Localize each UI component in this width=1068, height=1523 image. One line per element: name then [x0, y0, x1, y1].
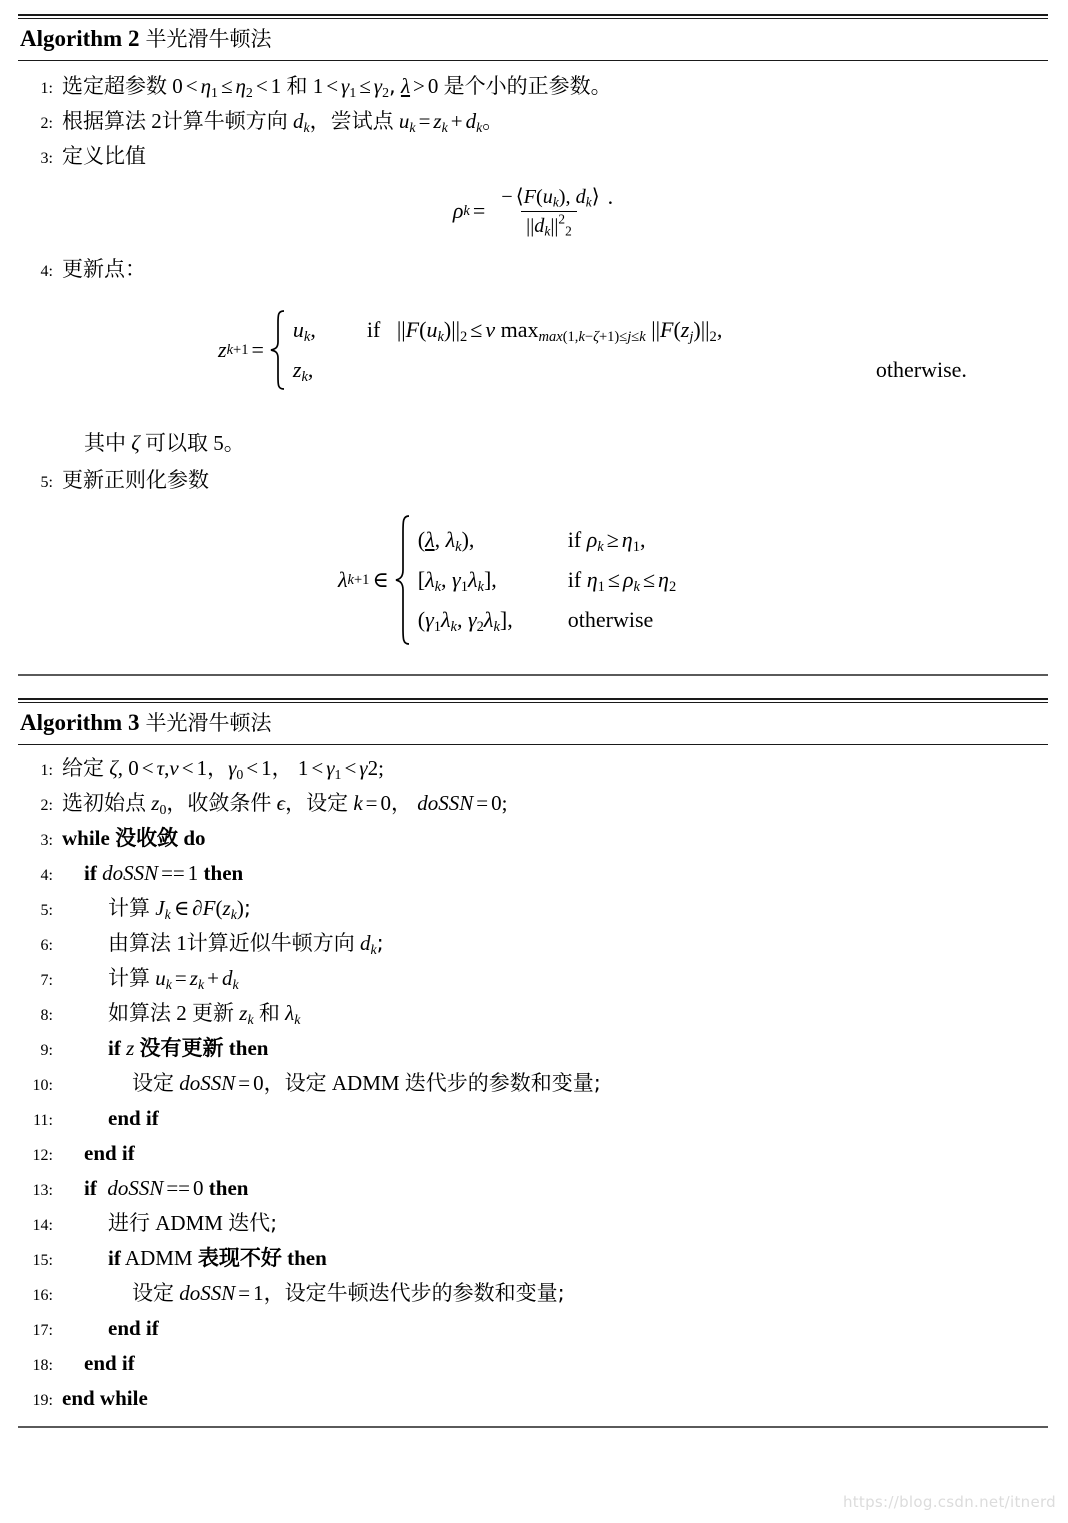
line-number: 7: — [40, 971, 53, 989]
line-content: if ADMM 表现不好 then — [108, 1245, 327, 1270]
line-number: 4: — [40, 866, 53, 884]
line-number: 9: — [40, 1041, 53, 1059]
line-number: 2: — [40, 114, 53, 132]
line-number: 5: — [40, 473, 53, 491]
case-row-1 — [293, 310, 967, 350]
line-number: 17: — [32, 1321, 53, 1339]
algorithm-2-title — [18, 19, 1048, 60]
line-content: while 没收敛 do — [62, 825, 206, 850]
line-content: end if — [108, 1315, 159, 1340]
fraction-denominator: $||d_k||^2_2$ — [521, 211, 577, 238]
fraction-rho — [493, 184, 604, 238]
algorithm-2-line-1 — [18, 69, 1048, 104]
line-number: 1: — [40, 79, 53, 97]
algorithm-2-body — [18, 61, 1048, 674]
line-content: 如算法 2 更新 $z_k$ 和 $\lambda_k$ — [108, 1000, 301, 1027]
case-row-2 — [418, 560, 677, 600]
algorithm-3-line-7 — [18, 961, 1048, 996]
line-content: end while — [62, 1385, 148, 1410]
algorithm-3-line-19 — [18, 1381, 1048, 1416]
cases-lambda — [394, 514, 677, 646]
line-number: 12: — [32, 1146, 53, 1164]
algorithm-3-bottom-rule — [18, 1426, 1048, 1428]
line-number: 16: — [32, 1286, 53, 1304]
line-number: 5: — [40, 901, 53, 919]
case-value: $u_k$, — [292, 316, 316, 345]
algorithm-3-line-1 — [18, 751, 1048, 786]
algorithm-3-line-5 — [18, 891, 1048, 926]
case-row-3 — [418, 600, 677, 640]
case-row-2 — [293, 350, 967, 390]
line-number: 2: — [40, 796, 53, 814]
algorithm-2-keyword: Algorithm 2 — [20, 26, 140, 51]
line-content: end if — [108, 1105, 159, 1130]
equation-rho: ρ k = $\frac{- ⟨F(u_k), d_k⟩}{||d_k||^2_2}$ . — [452, 183, 614, 239]
line-number: 15: — [32, 1251, 53, 1269]
algorithm-3-line-14 — [18, 1206, 1048, 1241]
line-content: 设定 doSSN = 1，设定牛顿迭代步的参数和变量; — [132, 1280, 565, 1305]
line-content: if z 没有更新 then — [108, 1035, 269, 1060]
line-number: 6: — [40, 936, 53, 954]
algorithm-2-bottom-rule — [18, 674, 1048, 676]
case-value: [$\lambda_k$, $\gamma_1\lambda_k$], — [417, 566, 497, 595]
line-content: end if — [84, 1140, 135, 1165]
line-content: 定义比值 — [62, 143, 146, 168]
algorithm-3-line-6 — [18, 926, 1048, 961]
left-brace — [269, 309, 287, 391]
line-content: 计算 $J_k$ ∈ $\partial F(z_k)$; — [108, 895, 251, 922]
line-number: 19: — [32, 1391, 53, 1409]
equation-z-update: z k+1 = $u_k$, if $||F(u_k)||_2 \le \nu$ $\max_{max(1,k-\zeta+1)\le j\le k} ||F(z_j)||_2$, $z_k$, otherwise. — [18, 287, 1048, 417]
algorithm-3-keyword: Algorithm 3 — [20, 710, 140, 735]
algorithm-3-line-4 — [18, 856, 1048, 891]
algorithm-2-note: 其中 ζ 可以取 5。 — [84, 430, 245, 455]
case-condition: otherwise. — [875, 356, 967, 382]
case-condition: if $||F(u_k)||_2 \le \nu$ $\max_{max(1,k-\zeta+1)\le j\le k} ||F(z_j)||_2$, — [366, 316, 723, 345]
algorithm-3-title — [18, 703, 1048, 744]
line-content: 根据算法 2计算牛顿方向 $d_k$，尝试点 $u_k = z_k + d_k$。 — [62, 108, 504, 135]
line-number: 3: — [40, 149, 53, 167]
line-content: if doSSN == 0 then — [84, 1175, 249, 1200]
line-number: 1: — [40, 761, 53, 779]
algorithm-3-line-18 — [18, 1346, 1048, 1381]
line-content: 更新正则化参数 — [62, 467, 209, 492]
line-content: 选初始点 $z_0$，收敛条件 ϵ，设定 k = 0， doSSN = 0; — [62, 790, 508, 817]
left-brace — [394, 514, 412, 646]
algorithm-3-line-15 — [18, 1241, 1048, 1276]
case-condition: if $\eta_1 \le \rho_k \le \eta_2$ — [567, 566, 677, 595]
algorithm-3-line-13 — [18, 1171, 1048, 1206]
csdn-watermark: https://blog.csdn.net/itnerd — [842, 1493, 1056, 1511]
line-number: 18: — [32, 1356, 53, 1374]
algorithm-3-line-9 — [18, 1031, 1048, 1066]
case-condition: if $\rho_k \ge \eta_1$, — [567, 526, 646, 555]
algorithm-3-block — [18, 698, 1048, 1428]
line-content: end if — [84, 1350, 135, 1375]
case-value: ($\gamma_1\lambda_k$, $\gamma_2\lambda_k$], — [417, 606, 513, 635]
case-row-1 — [418, 520, 677, 560]
algorithm-2-line-5 — [18, 463, 1048, 498]
line-content: 进行 ADMM 迭代; — [108, 1210, 278, 1235]
line-content: 设定 doSSN = 0，设定 ADMM 迭代步的参数和变量; — [132, 1070, 601, 1095]
algorithm-3-line-11 — [18, 1101, 1048, 1136]
algorithm-2-block — [18, 14, 1048, 676]
cases-z — [269, 309, 967, 391]
algorithm-3-line-16 — [18, 1276, 1048, 1311]
algorithm-2-line-3 — [18, 139, 1048, 174]
line-content: 给定 ζ, 0 < τ,ν < 1，$\gamma_0 < 1$， $1 < \gamma_1 < \gamma 2$; — [62, 755, 384, 782]
line-content: 由算法 1计算近似牛顿方向 $d_k$; — [108, 930, 384, 957]
algorithm-3-line-17 — [18, 1311, 1048, 1346]
algorithm-3-line-12 — [18, 1136, 1048, 1171]
line-content: 计算 $u_k = z_k + d_k$ — [108, 965, 239, 992]
line-content: if doSSN == 1 then — [84, 860, 244, 885]
line-number: 13: — [32, 1181, 53, 1199]
line-number: 11: — [33, 1111, 53, 1129]
line-number: 8: — [40, 1006, 53, 1024]
algorithm-3-line-3 — [18, 821, 1048, 856]
line-content: 选定超参数 $0 < \eta_1 \le \eta_2 < 1$ 和 $1 < \gamma_1 \le \gamma_2$, λ > 0 是个小的正参数。 — [62, 73, 612, 100]
line-number: 4: — [40, 262, 53, 280]
algorithm-3-line-10 — [18, 1066, 1048, 1101]
case-value: $z_k$, — [292, 356, 314, 385]
algorithm-3-line-2 — [18, 786, 1048, 821]
algorithm-2-line-2 — [18, 104, 1048, 139]
algorithm-3-line-8 — [18, 996, 1048, 1031]
algorithm-3-name: 半光滑牛顿法 — [145, 711, 272, 735]
line-content: 更新点： — [62, 256, 146, 281]
line-number: 3: — [40, 831, 53, 849]
line-number: 10: — [32, 1076, 53, 1094]
algorithm-3-body — [18, 745, 1048, 1426]
case-condition: otherwise — [567, 606, 654, 632]
fraction-numerator: − $⟨F(u_k)$, $d_k⟩$ — [501, 185, 600, 210]
algorithm-2-line-4 — [18, 252, 1048, 287]
line-number: 14: — [32, 1216, 53, 1234]
algorithm-2-name: 半光滑牛顿法 — [145, 27, 272, 51]
equation-lambda-update: λ k+1 ∈ (λ, $\lambda_k$), if $\rho_k \ge \eta_1$, [$\lambda_k$, $\gamma_1\lambda_k$], if $\eta_1 \le \rho_k \le \eta_2$ ($\gamma_1\lambda_k$, $\gamma_2\lambda_k$], otherwise — [18, 498, 1048, 664]
case-value: (λ, $\lambda_k$), — [417, 526, 475, 555]
